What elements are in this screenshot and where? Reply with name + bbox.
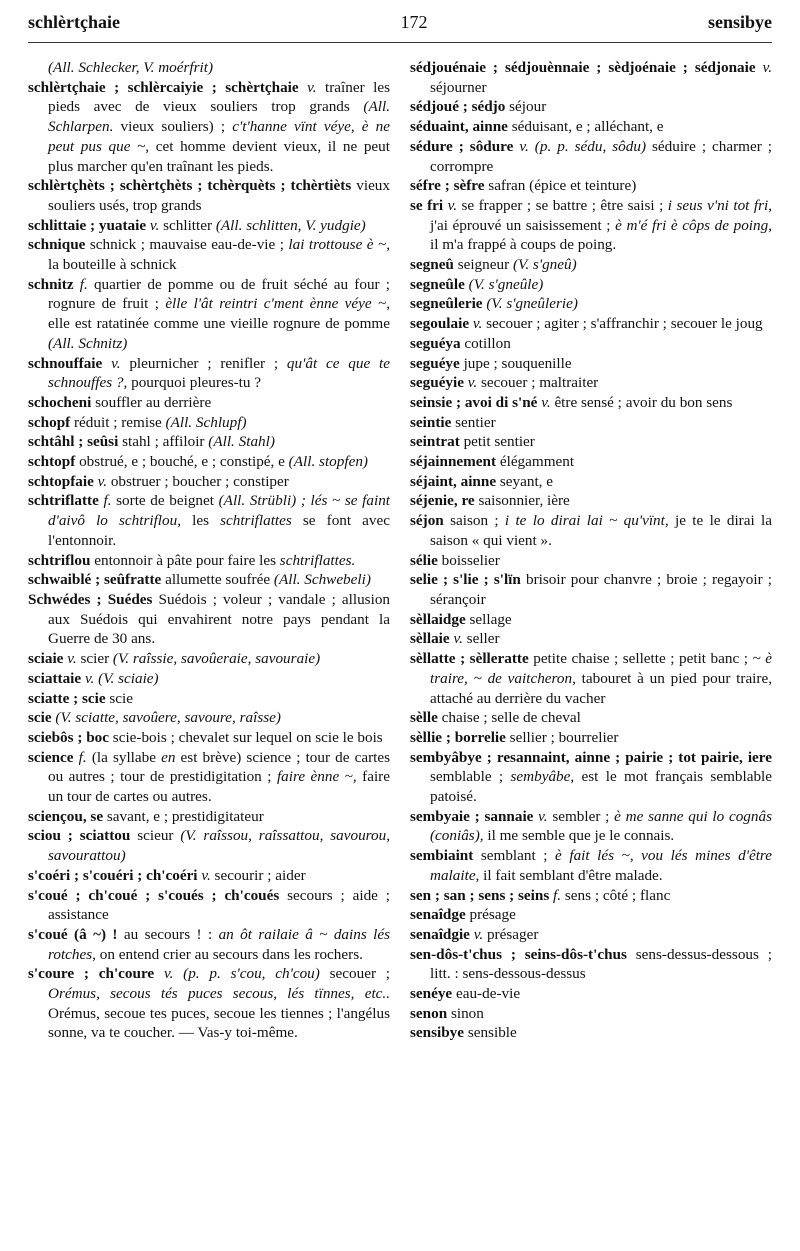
entry-definition-text: la bouteille à schnick [48, 256, 177, 274]
entry-italic-text: è fait lés ~, vou lés mines d'être malaite, [430, 847, 772, 884]
entry-definition-text: il fait semblant d'être malade. [479, 866, 663, 884]
entry-definition-text: j'ai éprouvé un saisissement ; [430, 216, 616, 234]
entry-headword: seguéya [410, 334, 461, 352]
entry-italic-text: (V. s'gneûle) [468, 275, 544, 293]
entry-headword: sen ; san ; sens ; seins [410, 886, 550, 904]
entry-definition-text: sellage [465, 610, 512, 628]
entry-headword: sèllaie [410, 630, 450, 648]
entry-italic-text: schtriflattes. [279, 551, 356, 569]
entry-headword: séjaint, ainne [410, 472, 497, 490]
entry-italic-text: en [161, 748, 176, 766]
page-number: 172 [400, 12, 428, 32]
entry-definition-text: scie [105, 689, 134, 707]
entry-definition-text: cotillon [460, 334, 511, 352]
entry-definition-text: (la syllabe [86, 748, 162, 766]
entry-definition-text [102, 355, 111, 372]
dictionary-entry [28, 886, 390, 925]
right-running-headword: sensibye [707, 12, 772, 32]
entry-italic-text: v. [201, 866, 211, 884]
entry-headword: sédjoué ; sédjo [410, 98, 506, 116]
entry-italic-text: v. [307, 78, 317, 96]
entry-definition-text: traîner les pieds avec de vieux souliers trop grands [48, 78, 390, 116]
entry-definition-text: obstrué, e ; bouché, e ; constipé, e [75, 453, 289, 471]
dictionary-entry [28, 58, 390, 78]
entry-definition-text: scieur [130, 827, 181, 845]
entry-headword: segneûlerie [410, 295, 483, 313]
entry-headword: seinsie ; avoi di s'né [410, 393, 538, 411]
entry-headword: schtriflatte [28, 492, 99, 510]
entry-headword: sembyaie ; sannaie [410, 807, 534, 825]
dictionary-entry [28, 807, 390, 827]
entry-definition-text: je te le dirai la saison « qui vient ». [430, 512, 772, 549]
left-running-headword: schlèrtçhaie [28, 12, 120, 32]
entry-headword: seguéye [410, 354, 460, 372]
entry-headword: sèlle [410, 709, 438, 727]
dictionary-entry [410, 176, 772, 196]
entry-definition-text: secouer ; [319, 965, 391, 983]
entry-italic-text: v. [473, 925, 484, 943]
entry-italic-text: v. [447, 196, 458, 214]
entry-definition-text: sens ; côté ; flanc [561, 886, 671, 904]
entry-definition-text: pleurnicher ; renifler ; [120, 354, 287, 372]
entry-definition-text: secourir ; aider [210, 866, 306, 884]
dictionary-entry [28, 826, 390, 865]
entry-definition-text: saison ; [443, 512, 505, 530]
entry-definition-text: elle est ratatinée comme une vieille rognure de pomme [48, 315, 390, 333]
entry-definition-text: réduit ; remise [70, 413, 166, 431]
entry-headword: segneû [410, 256, 454, 274]
entry-headword: senaîdge [410, 906, 466, 924]
entry-definition-text: brisoir pour chanvre ; broie ; regayoir ; sérançoir [430, 571, 772, 608]
entry-definition-text: est brève) science ; tour de cartes ou autres ; tour de prestidigitation ; [48, 748, 391, 786]
entry-definition-text: schlitter [159, 216, 216, 234]
entry-italic-text: (V. s'gneû) [512, 256, 577, 274]
entry-headword: sélie [410, 551, 438, 569]
entry-headword: s'coué ; ch'coué ; s'coués ; ch'coués [28, 886, 280, 904]
dictionary-entry [410, 945, 772, 984]
dictionary-entry [410, 649, 772, 708]
entry-headword: seintrat [410, 433, 460, 451]
entry-definition-text: tabouret à un pied pour traire, attaché au derrière du vacher [430, 669, 772, 707]
entry-italic-text: f. [78, 748, 87, 766]
entry-definition-text: quartier de pomme ou de fruit séché au four ; rognure de fruit ; [48, 275, 390, 313]
entry-headword: sen-dôs-t'chus ; seins-dôs-t'chus [410, 945, 627, 963]
entry-headword: schlèrtçhaie ; schlèrcaiyie ; schèrtçhaie [28, 78, 299, 96]
entry-italic-text: v. [453, 630, 463, 648]
entry-definition-text: seyant, e [496, 472, 554, 490]
entry-definition-text: saisonnier, ière [474, 492, 570, 510]
dictionary-entry [28, 925, 390, 964]
dictionary-entry [410, 294, 772, 314]
entry-definition-text: est le mot français semblable patoisé. [430, 768, 773, 806]
entry-headword: schtopfaie [28, 472, 94, 490]
dictionary-entry [410, 846, 772, 885]
entry-headword: sèllatte ; sèlleratte [410, 650, 529, 668]
dictionary-entry [28, 689, 390, 709]
dictionary-entry [410, 905, 772, 925]
entry-headword: sèllie ; borrelie [410, 728, 506, 746]
dictionary-entry [28, 669, 390, 689]
entry-definition-text: safran (épice et teinture) [484, 177, 637, 195]
entry-definition-text: savant, e ; prestidigitateur [103, 807, 264, 825]
dictionary-entry [28, 748, 390, 807]
entry-definition-text: sinon [447, 1004, 484, 1022]
right-column [410, 58, 772, 1245]
entry-definition-text: séjour [505, 98, 547, 116]
entry-definition-text: seigneur [453, 256, 513, 274]
entry-definition-text: stahl ; affiloir [118, 433, 209, 451]
entry-definition-text: présage [465, 906, 516, 924]
entry-definition-text: secours ; aide ; assistance [48, 886, 390, 924]
entry-italic-text: (V. sciaie) [98, 669, 159, 687]
dictionary-entry [28, 235, 390, 274]
entry-italic-text: i seus v'ni tot fri, [667, 196, 773, 214]
entry-italic-text: (V. sciatte, savoûere, savoure, raîsse) [55, 709, 281, 727]
dictionary-entry [410, 196, 772, 255]
dictionary-entry [410, 373, 772, 393]
entry-italic-text: (All. Stahl) [208, 433, 275, 451]
dictionary-entry [410, 275, 772, 295]
entry-italic-text: (V. raîssou, raîssattou, savourou, savourattou) [48, 827, 391, 865]
dictionary-entry [28, 216, 390, 236]
entry-definition-text: sentier [451, 413, 496, 431]
entry-definition-text: les [181, 512, 221, 530]
entry-definition-text: il me semble que je le connais. [483, 827, 675, 845]
entry-headword: segoulaie [410, 315, 470, 333]
dictionary-entry [410, 452, 772, 472]
entry-definition-text: sensible [464, 1024, 517, 1042]
dictionary-entry [28, 964, 390, 1043]
dictionary-entry [410, 570, 772, 609]
dictionary-entry [410, 117, 772, 137]
dictionary-entry [410, 354, 772, 374]
entry-headword: sciençou, se [28, 807, 104, 825]
dictionary-entry [410, 925, 772, 945]
entry-headword: schlittaie ; yuataie [28, 216, 147, 234]
entry-italic-text: è me sanne qui lo cognâs (coniâs), [430, 807, 772, 845]
left-column [28, 58, 390, 1245]
entry-definition-text: boisselier [437, 551, 500, 569]
entry-headword: sciebôs ; boc [28, 728, 109, 746]
entry-italic-text: èlle l'ât reintri c'ment ènne véye ~, [165, 295, 390, 313]
dictionary-columns [28, 58, 772, 1245]
entry-headword: sèllaidge [410, 610, 466, 628]
entry-italic-text: (All. schlitten, V. yudgie) [215, 216, 366, 234]
entry-italic-text: (All. stopfen) [288, 453, 368, 471]
entry-italic-text: v. [97, 472, 108, 490]
entry-headword: seguéyie [410, 374, 464, 392]
dictionary-entry [410, 748, 772, 807]
entry-headword: schwaiblé ; seûfratte [28, 571, 162, 589]
dictionary-entry [28, 649, 390, 669]
dictionary-entry [410, 551, 772, 571]
entry-definition-text: obstruer ; boucher ; constiper [107, 472, 289, 490]
entry-definition-text: vieux souliers usés, trop grands [48, 177, 390, 214]
entry-headword: schocheni [28, 393, 92, 411]
dictionary-entry [410, 432, 772, 452]
entry-headword: schnitz [28, 275, 74, 293]
entry-italic-text: f. [79, 275, 88, 293]
entry-headword: sciattaie [28, 669, 82, 687]
entry-definition-text: scier [76, 650, 113, 668]
entry-italic-text: f. [103, 492, 112, 510]
entry-definition-text [154, 965, 164, 982]
dictionary-entry [28, 432, 390, 452]
entry-definition-text: schnick ; mauvaise eau-de-vie ; [85, 236, 289, 254]
entry-headword: selie ; s'lie ; s'lïn [410, 571, 521, 589]
entry-definition-text [756, 59, 763, 76]
entry-definition-text: cet homme devient vieux, il ne peut plus marcher qu'en traînant les pieds. [48, 137, 390, 175]
entry-definition-text: jupe ; souquenille [459, 354, 572, 372]
entry-headword: sensibye [410, 1024, 465, 1042]
entry-definition-text: on entend crier au secours dans les rochers. [95, 945, 363, 963]
entry-definition-text: Orémus, secoue tes puces, secoue les tiennes ; l'angélus sonne, va te coucher. — Vas-y toi-même. [48, 1004, 390, 1042]
dictionary-entry [410, 255, 772, 275]
entry-italic-text: v. [111, 354, 121, 372]
dictionary-entry [410, 886, 772, 906]
dictionary-entry [410, 97, 772, 117]
entry-definition-text: sembler ; [547, 807, 615, 825]
entry-definition-text: petite chaise ; sellette ; petit banc ; [528, 650, 753, 668]
dictionary-entry [28, 708, 390, 728]
dictionary-entry [28, 354, 390, 393]
entry-headword: sembyâbye ; resannaint, ainne ; pairie ; tot pairie, iere [410, 748, 772, 766]
entry-headword: schnouffaie [28, 354, 103, 372]
entry-headword: seintie [410, 413, 452, 431]
entry-italic-text: v. (p. p. sédu, sôdu) [519, 137, 646, 155]
dictionary-entry [28, 275, 390, 354]
entry-definition-text: il m'a frappé à coups de poing. [430, 236, 617, 254]
dictionary-entry [410, 1023, 772, 1043]
entry-definition-text: chaise ; selle de cheval [437, 709, 581, 727]
entry-italic-text: (All. Schlarpen. [48, 98, 390, 136]
entry-italic-text: (All. Schlecker, V. moérfrit) [48, 59, 214, 76]
entry-headword: schlèrtçhèts ; schèrtçhèts ; tchèrquèts ; tchèrtièts [28, 177, 352, 195]
entry-headword: séjainnement [410, 453, 497, 471]
entry-headword: s'coure ; ch'coure [28, 965, 155, 983]
entry-italic-text: qu'ât ce que te schnouffes ?, [48, 354, 391, 392]
entry-italic-text: è m'é fri è côps de poing, [615, 216, 772, 234]
dictionary-entry [28, 570, 390, 590]
entry-headword: schopf [28, 413, 71, 431]
entry-italic-text: v. [538, 807, 548, 825]
entry-headword: schtopf [28, 453, 76, 471]
entry-italic-text: (V. s'gneûlerie) [486, 295, 578, 313]
entry-definition-text: scie-bois ; chevalet sur lequel on scie le bois [109, 728, 383, 746]
entry-italic-text: v. [472, 315, 483, 333]
entry-italic-text: (All. Schwebeli) [273, 571, 371, 589]
entry-definition-text: séduisant, e ; alléchant, e [507, 118, 664, 136]
entry-definition-text: allumette soufrée [161, 571, 274, 589]
dictionary-entry [28, 78, 390, 177]
entry-headword: senon [410, 1004, 448, 1022]
dictionary-entry [28, 590, 390, 649]
dictionary-entry [28, 176, 390, 215]
entry-italic-text: (All. Schlupf) [165, 413, 247, 431]
entry-headword: séjenie, re [410, 492, 475, 510]
entry-definition-text: entonnoir à pâte pour faire les [90, 551, 280, 569]
entry-headword: schtriflou [28, 551, 91, 569]
entry-headword: sciou ; sciattou [28, 827, 131, 845]
dictionary-entry [410, 984, 772, 1004]
entry-headword: schnique [28, 236, 86, 254]
dictionary-entry [28, 413, 390, 433]
entry-headword: science [28, 748, 74, 766]
dictionary-entry [410, 491, 772, 511]
entry-headword: senéye [410, 985, 453, 1003]
dictionary-entry [410, 334, 772, 354]
dictionary-entry [28, 452, 390, 472]
dictionary-entry [28, 393, 390, 413]
entry-headword: séfre ; sèfre [410, 177, 485, 195]
entry-italic-text: v. [541, 393, 551, 411]
entry-italic-text: sembyâbe, [510, 768, 575, 786]
entry-headword: senaîdgie [410, 925, 470, 943]
entry-definition-text: sens-dessus-dessous ; litt. : sens-dessous-dessus [430, 945, 772, 983]
dictionary-entry [410, 472, 772, 492]
entry-definition-text: secouer ; maltraiter [477, 374, 599, 392]
entry-headword: segneûle [410, 275, 465, 293]
dictionary-entry [410, 413, 772, 433]
entry-definition-text: présager [483, 925, 539, 943]
dictionary-entry [28, 472, 390, 492]
entry-headword: séduaint, ainne [410, 118, 508, 136]
entry-italic-text: v. (p. p. s'cou, ch'cou) [163, 965, 320, 983]
entry-definition-text: sorte de beignet [111, 492, 219, 510]
dictionary-entry [410, 58, 772, 97]
entry-italic-text: v. [467, 374, 478, 392]
entry-definition-text: se frapper ; se battre ; être saisi ; [457, 196, 668, 214]
entry-headword: s'coéri ; s'couéri ; ch'coéri [28, 866, 198, 884]
entry-italic-text: lai trottouse è ~, [288, 236, 390, 254]
entry-italic-text: v. [84, 669, 95, 687]
entry-italic-text: v. [67, 650, 77, 668]
entry-italic-text: (V. raîssie, savoûeraie, savouraie) [112, 650, 321, 668]
entry-italic-text: an ôt railaie â ~ dains lés rotches, [48, 925, 390, 963]
entry-headword: sédjouénaie ; sédjouènnaie ; sèdjoénaie ; sédjonaie [410, 59, 756, 76]
dictionary-entry [410, 393, 772, 413]
dictionary-entry [410, 511, 772, 550]
dictionary-entry [410, 137, 772, 176]
page-header [28, 12, 772, 43]
entry-italic-text: i te lo dirai lai ~ qu'vïnt, [504, 512, 669, 530]
entry-definition-text: eau-de-vie [452, 985, 521, 1003]
dictionary-entry [410, 708, 772, 728]
entry-italic-text: v. [762, 59, 772, 76]
entry-italic-text: Orémus, secous tés puces secous, lés tïnnes, etc.. [48, 985, 390, 1003]
entry-italic-text: c't'hanne vïnt véye, è ne peut pus que ~, [48, 118, 390, 155]
entry-definition-text: vieux souliers) ; [113, 118, 233, 136]
entry-italic-text: ~ è traire, ~ de vaitcheron, [430, 650, 772, 687]
dictionary-entry [410, 1004, 772, 1024]
entry-italic-text: f. [553, 886, 562, 904]
entry-headword: sciaie [28, 650, 64, 668]
entry-definition-text: être sensé ; avoir du bon sens [550, 393, 733, 411]
entry-definition-text: élégamment [496, 453, 575, 471]
entry-definition-text: séjourner [430, 78, 487, 96]
entry-definition-text: petit sentier [459, 433, 535, 451]
entry-italic-text: (All. Schnitz) [48, 334, 128, 352]
entry-headword: s'coué (â ~) ! [28, 925, 118, 943]
entry-definition-text: au secours ! : [117, 925, 219, 943]
entry-headword: sciatte ; scie [28, 689, 106, 707]
entry-headword: sédure ; sôdure [410, 137, 514, 155]
entry-italic-text: v. [149, 216, 160, 234]
dictionary-entry [410, 728, 772, 748]
entry-headword: se fri [410, 196, 444, 214]
entry-definition-text: pourquoi pleures-tu ? [127, 374, 262, 392]
entry-definition-text: semblable ; [430, 768, 511, 786]
dictionary-entry [410, 610, 772, 630]
entry-italic-text: schtriflattes [220, 512, 292, 530]
entry-definition-text: secouer ; agiter ; s'affranchir ; secouer le joug [482, 315, 763, 333]
entry-italic-text: faire ènne ~, [276, 768, 357, 786]
entry-definition-text: seller [462, 630, 500, 648]
entry-definition-text: Suédois ; voleur ; vandale ; allusion aux Suédois qui envahirent notre pays pendant la Guerre de 30 ans. [48, 590, 391, 648]
entry-definition-text: souffler au derrière [91, 393, 212, 411]
dictionary-entry [28, 866, 390, 886]
entry-headword: sembiaint [410, 847, 474, 865]
entry-definition-text: se font avec l'entonnoir. [48, 512, 391, 549]
entry-definition-text: sellier ; bourrelier [505, 728, 619, 746]
dictionary-entry [28, 728, 390, 748]
entry-headword: scie [28, 709, 52, 727]
entry-definition-text: séduire ; charmer ; corrompre [430, 137, 773, 175]
entry-headword: Schwédes ; Suédes [28, 590, 153, 608]
entry-definition-text: semblant ; [473, 847, 556, 865]
dictionary-entry [410, 314, 772, 334]
entry-headword: schtâhl ; seûsi [28, 433, 119, 451]
entry-italic-text: (All. Strübli) ; lés ~ se faint d'aivô lo schtriflou, [48, 492, 391, 530]
dictionary-entry [410, 629, 772, 649]
dictionary-entry [410, 807, 772, 846]
dictionary-entry [28, 491, 390, 550]
entry-definition-text: faire un tour de cartes ou autres. [48, 768, 390, 806]
entry-definition-text [299, 79, 307, 96]
entry-headword: séjon [410, 512, 444, 530]
dictionary-entry [28, 551, 390, 571]
